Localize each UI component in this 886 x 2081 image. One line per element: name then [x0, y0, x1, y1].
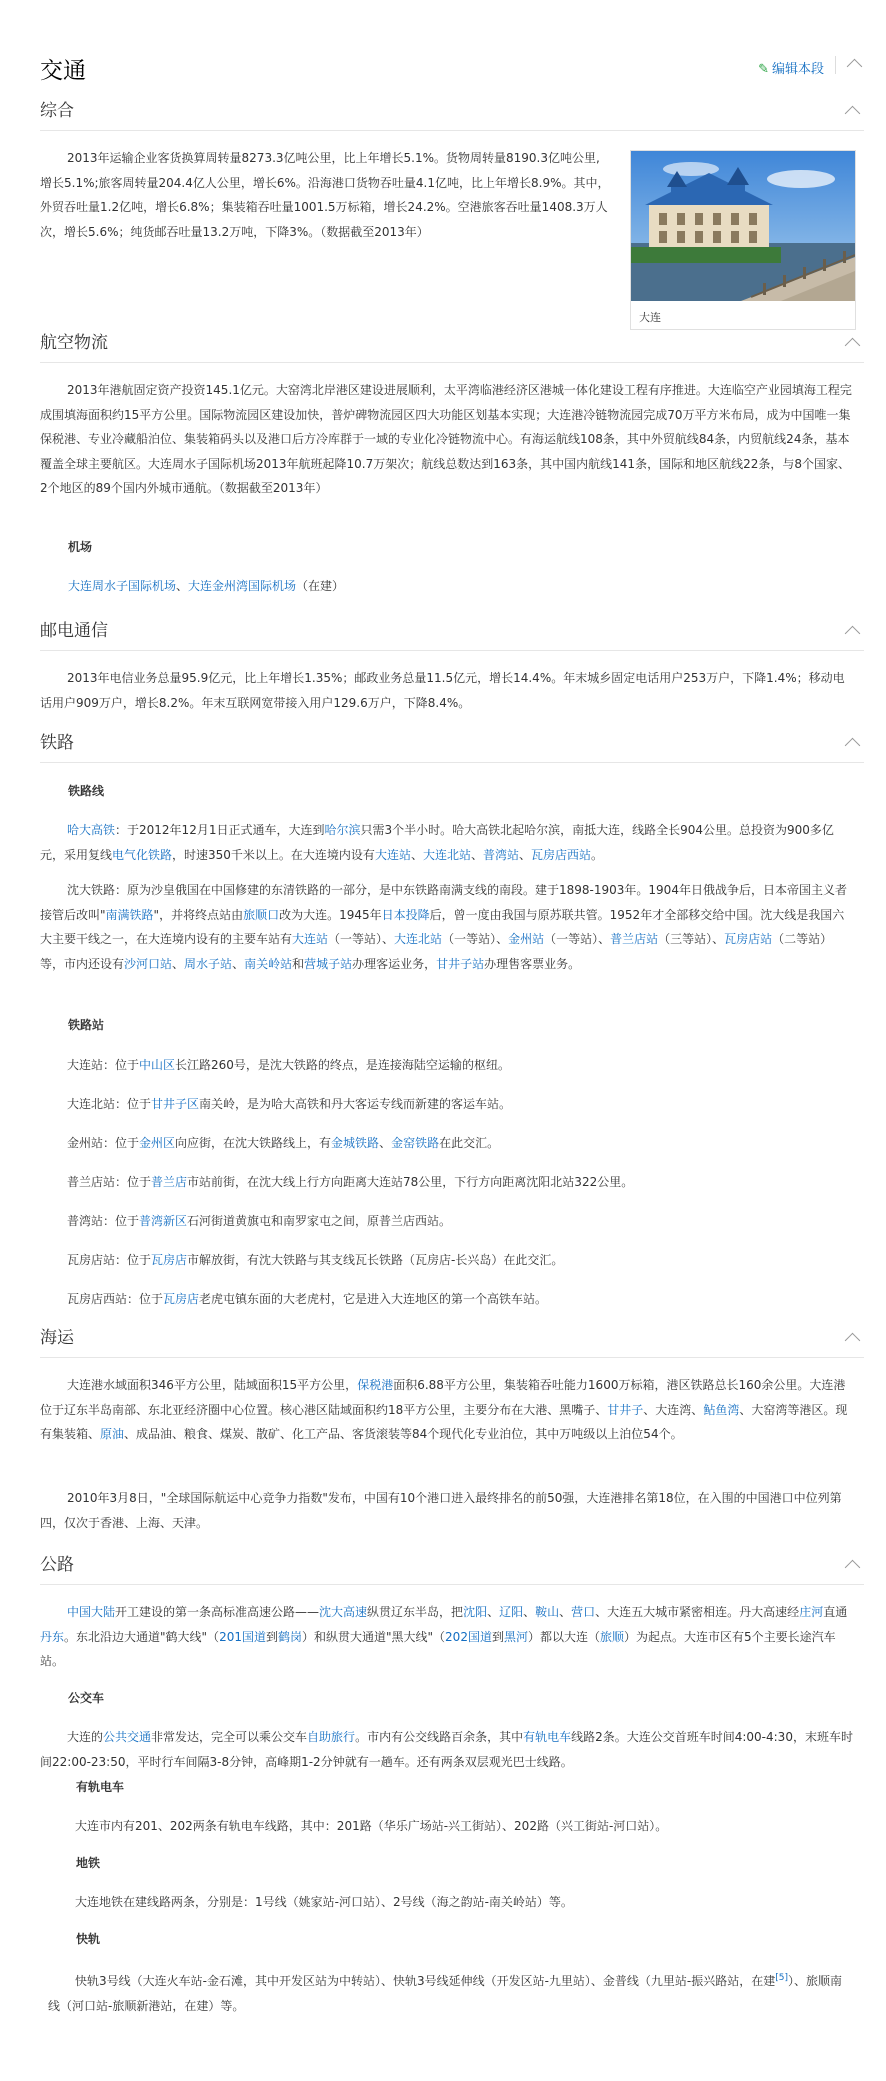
paragraph-haiyun-2: 2010年3月8日，"全球国际航运中心竞争力指数"发布，中国有10个港口进入最终排名的前50强，大连港排名第18位，在入围的中国港口中位列第四，仅次于香港、上海、天津。: [40, 1491, 842, 1530]
section-header-gonglu: [40, 1550, 864, 1585]
paragraph-gonglu: 中国大陆开工建设的第一条高标准高速公路——沈大高速纵贯辽东半岛，把沈阳、辽阳、鞍山、营口、大连五大城市紧密相连。丹大高速经庄河直通丹东。东北沿边大通道"鹤大线"（201国道到鹤岗）和纵贯大通道"黑大线"（202国道到黑河）都以大连（旅顺）为起点。大连市区有5个主要长途汽车站。: [40, 1605, 848, 1668]
section-title: 铁路: [40, 733, 74, 753]
paragraph-station-dalian: 大连站：位于中山区长江路260号，是沈大铁路的终点，是连接海陆空运输的枢纽。: [67, 1058, 510, 1072]
subheading-ditie: 地铁: [76, 1856, 101, 1870]
link-wafangdian-station[interactable]: 瓦房店站: [724, 932, 773, 946]
link-heihe[interactable]: 黑河: [503, 1629, 528, 1644]
chevron-up-icon[interactable]: [845, 738, 861, 754]
link-pulandian-station[interactable]: 普兰店站: [610, 932, 659, 946]
link-ganjingzi-district[interactable]: 甘井子区: [151, 1097, 200, 1111]
link-puwan-station[interactable]: 普湾站: [483, 847, 520, 862]
link-self-guided-travel[interactable]: 自助旅行: [307, 1730, 356, 1744]
city-photo: [631, 151, 855, 301]
link-dalian-north-station[interactable]: 大连北站: [394, 932, 443, 946]
link-zhuanghe[interactable]: 庄河: [799, 1605, 824, 1619]
link-zhongshan-district[interactable]: 中山区: [139, 1058, 176, 1072]
edit-label: 编辑本段: [771, 62, 824, 77]
chevron-up-icon[interactable]: [845, 338, 861, 354]
chevron-up-icon[interactable]: [845, 106, 861, 122]
link-zhoushuizi-airport[interactable]: 大连周水子国际机场: [68, 579, 177, 593]
link-crude-oil[interactable]: 原油: [100, 1427, 125, 1441]
paragraph-shenda: 沈大铁路：原为沙皇俄国在中国修建的东清铁路的一部分，是中东铁路南满支线的南段。建于1898-1903年。1904年日俄战争后，日本帝国主义者接管后改叫"南满铁路"，并将终点站由旅顺口改为大连。1945年日本投降后，曾一度由我国与原苏联共管。1952年才全部移交给中国。沈大线是我国六大主要干线之一，在大连境内设有的主要车站有大连站（一等站）、大连北站（一等站）、金州站（一等站）、普兰店站（三等站）、瓦房店站（二等站）等，市内还设有沙河口站、周水子站、南关岭站和营城子站办理客运业务，甘井子站办理售客票业务。: [40, 883, 847, 971]
link-public-transport[interactable]: 公共交通: [103, 1730, 152, 1744]
paragraph-zonghe: 2013年运输企业客货换算周转量8273.3亿吨公里，比上年增长5.1%。货物周转量8190.3亿吨公里,增长5.1%;旅客周转量204.4亿人公里，增长6%。沿海港口货物吞吐量4.1亿吨，比上年增长8.9%。其中，外贸吞吐量1.2亿吨，增长6.8%；集装箱吞吐量1001.5万标箱，增长24.2%。空港旅客吞吐量1408.3万人次，增长5.6%；纯货邮吞吐量13.2万吨，下降3%。（数据截至2013年）: [40, 151, 610, 239]
link-dalian-station[interactable]: 大连站: [374, 847, 411, 862]
link-liaoyang[interactable]: 辽阳: [499, 1605, 524, 1619]
link-wafangdian-west-station[interactable]: 瓦房店西站: [531, 847, 592, 862]
paragraph-station-puwan: 普湾站：位于普湾新区石河街道黄旗屯和南罗家屯之间，原普兰店西站。: [67, 1214, 452, 1228]
link-jinzhouwan-airport[interactable]: 大连金州湾国际机场: [188, 579, 297, 593]
chevron-up-icon[interactable]: [845, 626, 861, 642]
link-zhoushuizi-station[interactable]: 周水子站: [184, 956, 233, 971]
section-title: 公路: [40, 1555, 74, 1575]
paragraph-hangkong: 2013年港航固定资产投资145.1亿元。大窑湾北岸港区建设进展顺利，太平湾临港经济区港城一体化建设工程有序推进。大连临空产业园填海工程完成围填海面积约15平方公里。国际物流园区建设加快，普炉碑物流园区四大功能区划基本实现；大连港冷链物流园完成70万平方米布局，成为中国唯一集保税港、专业冷藏船泊位、集装箱码头以及港口后方冷库群于一域的专业化冷链物流中心。有海运航线108条，其中外贸航线84条，内贸航线24条，基本覆盖全球主要航区。大连周水子国际机场2013年航班起降10.7万架次；航线总数达到163条，其中国内航线141条，国际和地区航线22条，与8个国家、2个地区的89个国内外城市通航。（数据截至2013年）: [40, 383, 852, 495]
section-header-tielu: [40, 728, 864, 763]
link-dalian-north-station[interactable]: 大连北站: [422, 847, 471, 862]
paragraph-jichang: 大连周水子国际机场、大连金州湾国际机场（在建）: [68, 579, 345, 593]
edit-section-button[interactable]: [758, 58, 824, 77]
link-hegang[interactable]: 鹤岗: [277, 1629, 302, 1644]
link-yingkou[interactable]: 营口: [571, 1605, 596, 1619]
city-image-figure[interactable]: [630, 150, 856, 330]
paragraph-station-wafangdian-west: 瓦房店西站：位于瓦房店老虎屯镇东面的大老虎村，它是进入大连地区的第一个高铁车站。: [67, 1292, 548, 1306]
link-shenyang[interactable]: 沈阳: [463, 1605, 488, 1619]
link-mainland-china[interactable]: 中国大陆: [67, 1605, 116, 1619]
link-lvshun[interactable]: 旅顺: [600, 1629, 625, 1644]
section-title: 航空物流: [40, 333, 108, 353]
link-shahekou-station[interactable]: 沙河口站: [124, 956, 173, 971]
link-hada-gaotie[interactable]: 哈大高铁: [67, 823, 116, 837]
image-caption: 大连: [639, 311, 661, 324]
link-wafangdian[interactable]: 瓦房店: [163, 1292, 200, 1306]
page-title: 交通: [40, 58, 86, 84]
link-jincheng-railway[interactable]: 金城铁路: [331, 1136, 380, 1150]
divider: [835, 56, 836, 74]
link-electric-railway[interactable]: 电气化铁路: [112, 847, 173, 862]
link-jinyao-railway[interactable]: 金窑铁路: [391, 1136, 440, 1150]
paragraph-station-pulandian: 普兰店站：位于普兰店市站前街，在沈大线上行方向距离大连站78公里，下行方向距离沈阳北站322公里。: [67, 1175, 634, 1189]
paragraph-dianche: 大连市内有201、202两条有轨电车线路，其中：201路（华乐广场站-兴工街站）、202路（兴工街站-河口站）。: [75, 1819, 668, 1833]
link-yingchengzi-station[interactable]: 营城子站: [304, 956, 353, 971]
link-jinzhou-district[interactable]: 金州区: [139, 1136, 176, 1150]
chevron-up-icon[interactable]: [847, 59, 863, 75]
link-jinzhou-station[interactable]: 金州站: [508, 932, 545, 946]
section-title: 邮电通信: [40, 621, 108, 641]
link-nanguanling-station[interactable]: 南关岭站: [244, 956, 293, 971]
link-pulandian[interactable]: 普兰店: [151, 1175, 188, 1189]
paragraph-haiyun-1: 大连港水域面积346平方公里，陆域面积15平方公里，保税港面积6.88平方公里，集装箱吞吐能力1600万标箱，港区铁路总长160余公里。大连港位于辽东半岛南部、东北亚经济圈中心位置。核心港区陆域面积约18平方公里，主要分布在大港、黑嘴子、甘井子、大连湾、鲇鱼湾、大窑湾等港区。现有集装箱、原油、成品油、粮食、煤炭、散矿、化工产品、客货滚装等84个现代化专业泊位，其中万吨级以上泊位54个。: [40, 1378, 848, 1441]
section-title: 综合: [40, 101, 74, 121]
subheading-gongjiao: 公交车: [68, 1691, 105, 1705]
link-japan-surrender[interactable]: 日本投降: [381, 907, 430, 922]
paragraph-station-wafangdian: 瓦房店站：位于瓦房店市解放街，有沈大铁路与其支线瓦长铁路（瓦房店-长兴岛）在此交汇。: [67, 1253, 564, 1267]
link-dandong[interactable]: 丹东: [40, 1629, 65, 1644]
subheading-jichang: 机场: [68, 540, 93, 554]
link-wafangdian[interactable]: 瓦房店: [151, 1253, 188, 1267]
link-anshan[interactable]: 鞍山: [535, 1605, 560, 1619]
chevron-up-icon[interactable]: [845, 1333, 861, 1349]
pencil-icon: ✎: [758, 62, 769, 77]
link-tram[interactable]: 有轨电车: [523, 1730, 572, 1744]
link-ganjingzi[interactable]: 甘井子: [607, 1402, 644, 1417]
link-puwan-new-district[interactable]: 普湾新区: [139, 1214, 188, 1228]
link-shenda-expressway[interactable]: 沈大高速: [319, 1605, 368, 1619]
link-harbin[interactable]: 哈尔滨: [324, 823, 361, 837]
section-header-traffic: [40, 52, 864, 90]
subheading-dianche: 有轨电车: [76, 1780, 125, 1794]
link-bonded-port[interactable]: 保税港: [357, 1378, 394, 1392]
link-ganjingzi-station[interactable]: 甘井子站: [436, 956, 485, 971]
paragraph-ditie: 大连地铁在建线路两条，分别是：1号线（姚家站-河口站）、2号线（海之韵站-南关岭站）等。: [75, 1895, 573, 1909]
link-dalian-station[interactable]: 大连站: [292, 932, 329, 946]
chevron-up-icon[interactable]: [845, 1560, 861, 1576]
section-header-youdian: [40, 616, 864, 651]
paragraph-gongjiao: 大连的公共交通非常发达，完全可以乘公交车自助旅行。市内有公交线路百余条，其中有轨电车线路2条。大连公交首班车时间4:00-4:30，末班车时间22:00-23:50，平时行车间隔3-8分钟，高峰期1-2分钟就有一趟车。还有两条双层观光巴士线路。: [40, 1730, 853, 1769]
section-header-hangkong: [40, 328, 864, 363]
section-header-haiyun: [40, 1323, 864, 1358]
paragraph-youdian: 2013年电信业务总量95.9亿元，比上年增长1.35%；邮政业务总量11.5亿元，增长14.4%。年末城乡固定电话用户253万户，下降1.4%；移动电话用户909万户，增长8.2%。年末互联网宽带接入用户129.6万户，下降8.4%。: [40, 671, 845, 710]
paragraph-kuaigui: 快轨3号线（大连火车站-金石滩，其中开发区站为中转站）、快轨3号线延伸线（开发区站-九里站）、金普线（九里站-振兴路站，在建[5]）、旅顺南线（河口站-旅顺新港站，在建）等。: [48, 1973, 843, 2013]
link-nanman-railway[interactable]: 南满铁路: [105, 907, 154, 922]
link-lvshunkou[interactable]: 旅顺口: [243, 907, 280, 922]
section-header-zonghe: [40, 96, 864, 131]
link-nianyuwan[interactable]: 鲇鱼湾: [703, 1402, 740, 1417]
paragraph-station-jinzhou: 金州站：位于金州区向应街，在沈大铁路线上，有金城铁路、金窑铁路在此交汇。: [67, 1136, 500, 1150]
section-title: 海运: [40, 1328, 74, 1348]
link-g202[interactable]: 202国道: [445, 1629, 492, 1644]
reference-link[interactable]: [5]: [775, 1973, 789, 1983]
paragraph-hada: 哈大高铁：于2012年12月1日正式通车，大连到哈尔滨只需3个半小时。哈大高铁北起哈尔滨，南抵大连，线路全长904公里。总投资为900多亿元，采用复线电气化铁路，时速350千米以上。在大连境内设有大连站、大连北站、普湾站、瓦房店西站。: [40, 823, 834, 862]
subheading-tieluzhan: 铁路站: [68, 1018, 105, 1032]
paragraph-station-dalian-north: 大连北站：位于甘井子区南关岭，是为哈大高铁和丹大客运专线而新建的客运车站。: [67, 1097, 512, 1111]
subheading-kuaigui: 快轨: [76, 1932, 101, 1946]
link-g201[interactable]: 201国道: [219, 1629, 266, 1644]
subheading-tieluxian: 铁路线: [68, 784, 105, 798]
